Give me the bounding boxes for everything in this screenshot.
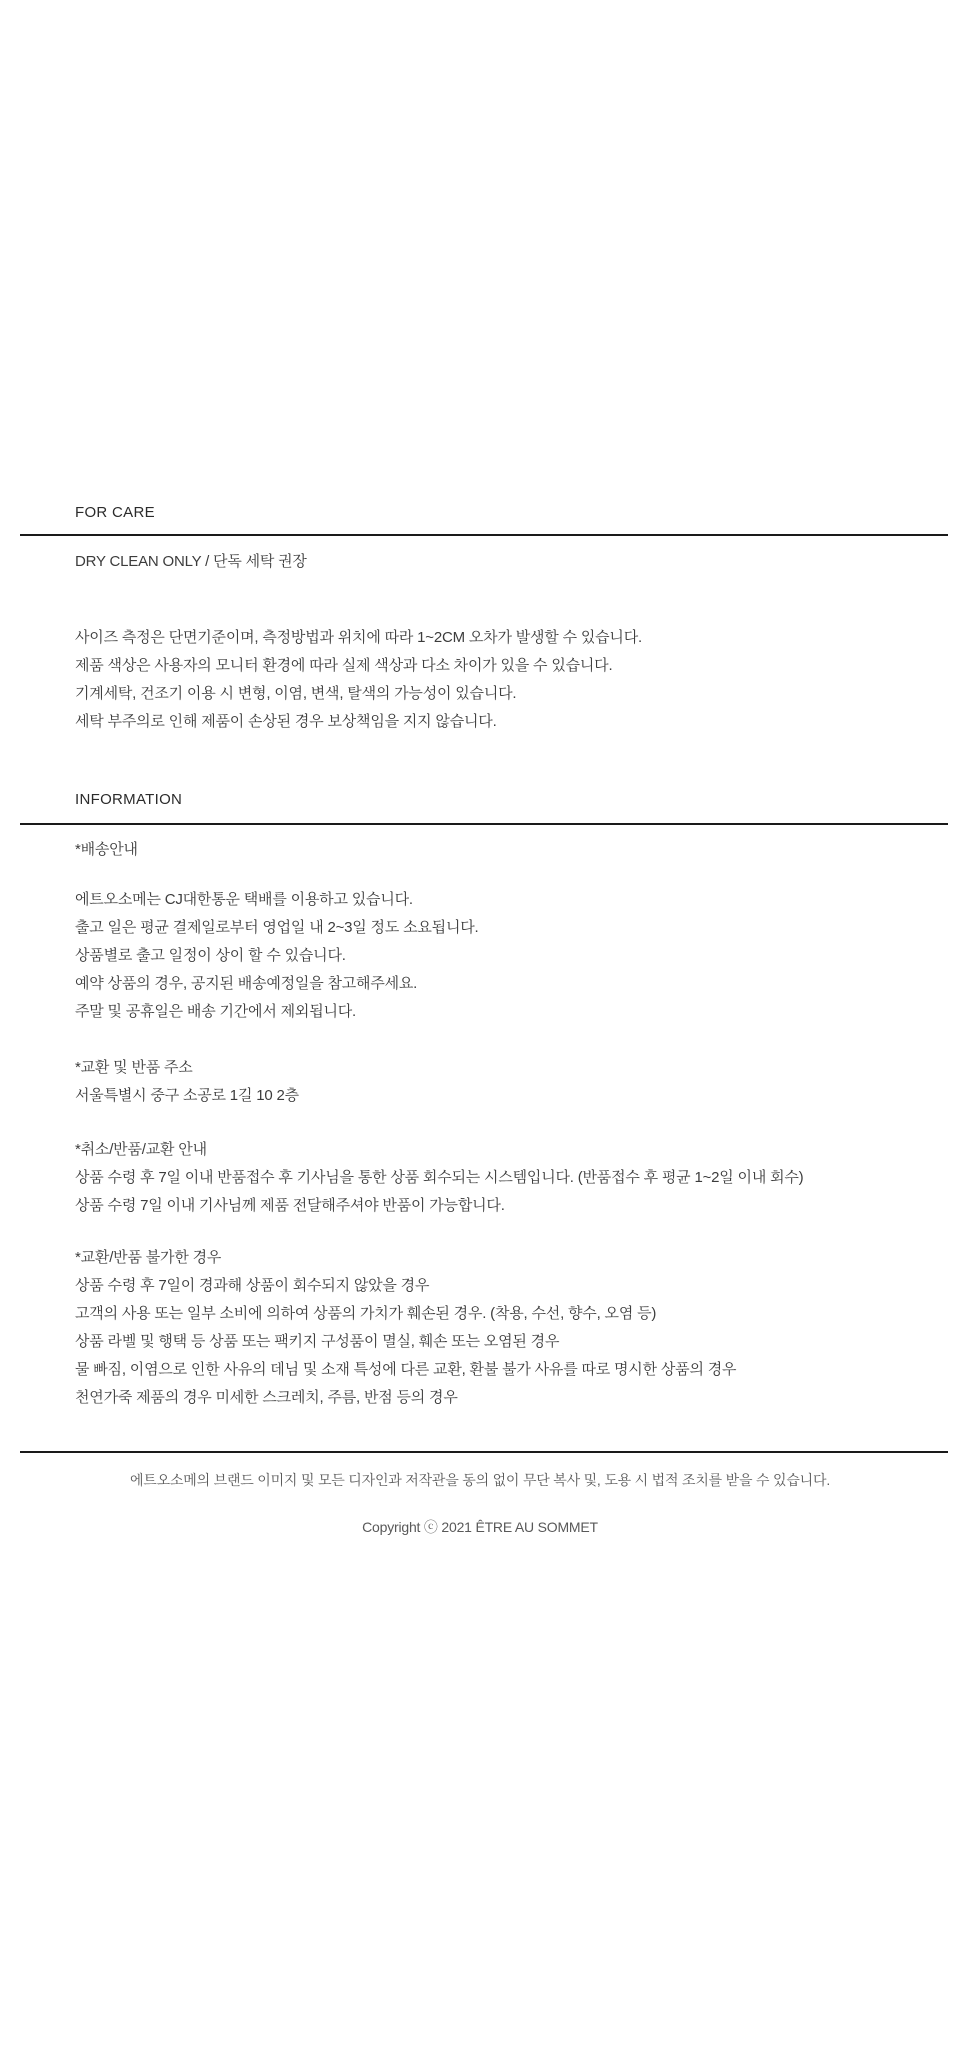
- for-care-divider: [20, 534, 948, 536]
- cancel-return-exchange-title: *취소/반품/교환 안내: [75, 1141, 207, 1158]
- copyright-text: Copyright ⓒ 2021 ÊTRE AU SOMMET: [362, 1519, 598, 1535]
- shipping-guide-lines: [75, 886, 479, 1026]
- no-exchange-case-line: 천연가죽 제품의 경우 미세한 스크레치, 주름, 반점 등의 경우: [75, 1389, 458, 1406]
- no-exchange-cases-title: *교환/반품 불가한 경우: [75, 1249, 222, 1266]
- return-address-line: 서울특별시 중구 소공로 1길 10 2층: [75, 1087, 299, 1104]
- return-address-title: *교환 및 반품 주소: [75, 1059, 193, 1076]
- cancel-return-exchange-line: 상품 수령 7일 이내 기사님께 제품 전달해주셔야 반품이 가능합니다.: [75, 1197, 505, 1214]
- no-exchange-cases-block: [75, 1244, 736, 1412]
- shipping-line: 출고 일은 평균 결제일로부터 영업일 내 2~3일 정도 소요됩니다.: [75, 919, 479, 936]
- cancel-return-exchange-line: 상품 수령 후 7일 이내 반품접수 후 기사님을 통한 상품 회수되는 시스템입니다. (반품접수 후 평균 1~2일 이내 회수): [75, 1169, 804, 1186]
- footer-divider: [20, 1451, 948, 1453]
- shipping-line: 상품별로 출고 일정이 상이 할 수 있습니다.: [75, 947, 346, 964]
- care-note-line: 세탁 부주의로 인해 제품이 손상된 경우 보상책임을 지지 않습니다.: [75, 713, 497, 730]
- shipping-line: 예약 상품의 경우, 공지된 배송예정일을 참고해주세요.: [75, 975, 418, 992]
- shipping-line: 에트오소메는 CJ대한통운 택배를 이용하고 있습니다.: [75, 891, 413, 908]
- information-divider: [20, 823, 948, 825]
- no-exchange-case-line: 고객의 사용 또는 일부 소비에 의하여 상품의 가치가 훼손된 경우. (착용, 수선, 향수, 오염 등): [75, 1305, 657, 1322]
- footer-notice: 에트오소메의 브랜드 이미지 및 모든 디자인과 저작관을 동의 없이 무단 복사 및, 도용 시 법적 조치를 받을 수 있습니다.: [129, 1472, 831, 1488]
- cancel-return-exchange-block: [75, 1136, 803, 1220]
- shipping-guide-title: *배송안내: [75, 841, 138, 858]
- return-address-block: [75, 1054, 299, 1110]
- wash-instruction: DRY CLEAN ONLY / 단독 세탁 권장: [75, 553, 307, 570]
- shipping-line: 주말 및 공휴일은 배송 기간에서 제외됩니다.: [75, 1003, 357, 1020]
- no-exchange-case-line: 상품 수령 후 7일이 경과해 상품이 회수되지 않았을 경우: [75, 1277, 430, 1294]
- care-note-line: 사이즈 측정은 단면기준이며, 측정방법과 위치에 따라 1~2CM 오차가 발생할 수 있습니다.: [75, 629, 642, 646]
- care-notes: [75, 624, 642, 736]
- information-heading: INFORMATION: [75, 791, 183, 808]
- no-exchange-case-line: 상품 라벨 및 행택 등 상품 또는 팩키지 구성품이 멸실, 훼손 또는 오염된 경우: [75, 1333, 560, 1350]
- for-care-heading: FOR CARE: [75, 504, 155, 521]
- no-exchange-case-line: 물 빠짐, 이염으로 인한 사유의 데님 및 소재 특성에 다른 교환, 환불 불가 사유를 따로 명시한 상품의 경우: [75, 1361, 737, 1378]
- care-note-line: 제품 색상은 사용자의 모니터 환경에 따라 실제 색상과 다소 차이가 있을 수 있습니다.: [75, 657, 613, 674]
- care-note-line: 기계세탁, 건조기 이용 시 변형, 이염, 변색, 탈색의 가능성이 있습니다.: [75, 685, 517, 702]
